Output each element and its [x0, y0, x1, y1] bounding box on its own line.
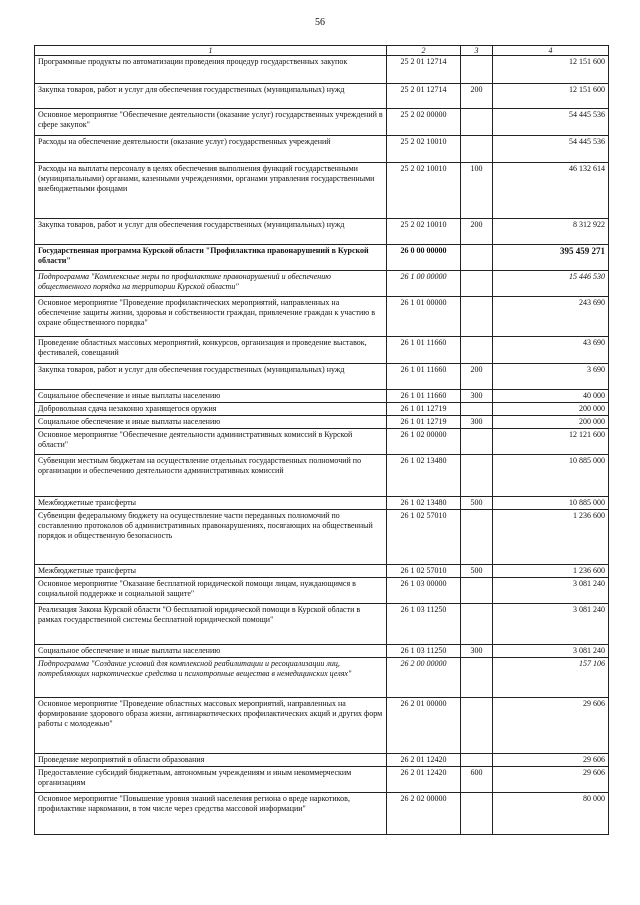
row-code: 26 1 02 13480	[387, 455, 461, 497]
table-row	[35, 163, 609, 219]
row-code: 26 1 00 00000	[387, 271, 461, 297]
table-row	[35, 245, 609, 271]
row-code: 25 2 02 10010	[387, 136, 461, 163]
page-number: 56	[315, 17, 325, 28]
row-name: Закупка товаров, работ и услуг для обеспечения государственных (муниципальных) нужд	[35, 84, 387, 109]
row-name: Социальное обеспечение и иные выплаты населению	[35, 645, 387, 658]
row-expense-type	[461, 455, 493, 497]
row-expense-type: 500	[461, 565, 493, 578]
table-row	[35, 604, 609, 645]
row-code: 26 2 01 00000	[387, 698, 461, 754]
row-code: 26 2 02 00000	[387, 793, 461, 835]
row-sum: 43 690	[493, 337, 609, 364]
table-row	[35, 136, 609, 163]
row-sum: 29 606	[493, 767, 609, 793]
table-row	[35, 658, 609, 698]
table-row	[35, 455, 609, 497]
row-sum: 3 081 240	[493, 604, 609, 645]
row-sum: 29 606	[493, 754, 609, 767]
table-row	[35, 645, 609, 658]
table-row	[35, 767, 609, 793]
table-row	[35, 578, 609, 604]
table-row	[35, 84, 609, 109]
row-code: 25 2 02 00000	[387, 109, 461, 136]
row-name: Основное мероприятие "Оказание бесплатной юридической помощи лицам, нуждающимся в социальной поддержке и социальной защите"	[35, 578, 387, 604]
row-expense-type	[461, 136, 493, 163]
row-expense-type	[461, 510, 493, 565]
row-sum: 12 121 600	[493, 429, 609, 455]
row-name: Закупка товаров, работ и услуг для обеспечения государственных (муниципальных) нужд	[35, 364, 387, 390]
row-expense-type	[461, 271, 493, 297]
table-row	[35, 416, 609, 429]
row-expense-type: 300	[461, 416, 493, 429]
row-expense-type: 200	[461, 84, 493, 109]
row-code: 26 1 02 57010	[387, 510, 461, 565]
table-row	[35, 219, 609, 245]
row-expense-type: 100	[461, 163, 493, 219]
row-code: 26 1 03 00000	[387, 578, 461, 604]
row-sum: 29 606	[493, 698, 609, 754]
row-code: 26 2 00 00000	[387, 658, 461, 698]
row-expense-type: 300	[461, 390, 493, 403]
table-row	[35, 698, 609, 754]
row-sum: 46 132 614	[493, 163, 609, 219]
row-name: Проведение мероприятий в области образования	[35, 754, 387, 767]
row-name: Основное мероприятие "Обеспечение деятельности административных комиссий в Курской области"	[35, 429, 387, 455]
row-sum: 3 690	[493, 364, 609, 390]
row-code: 26 1 02 57010	[387, 565, 461, 578]
row-name: Основное мероприятие "Повышение уровня знаний населения региона о вреде наркотиков, профилактике наркомании, в том числе через средства массовой информации"	[35, 793, 387, 835]
header-col-4: 4	[493, 46, 609, 56]
row-name: Подпрограмма "Создание условий для комплексной реабилитации и ресоциализации лиц, потребляющих наркотические средства и психотропные вещества в немедицинских целях"	[35, 658, 387, 698]
row-expense-type	[461, 297, 493, 337]
row-code: 26 1 01 11660	[387, 390, 461, 403]
table-body	[35, 56, 609, 835]
row-sum: 10 885 000	[493, 497, 609, 510]
row-expense-type	[461, 403, 493, 416]
row-sum: 243 690	[493, 297, 609, 337]
row-expense-type: 600	[461, 767, 493, 793]
row-name: Реализация Закона Курской области "О бесплатной юридической помощи в Курской области в рамках государственной системы бесплатной юридической помощи"	[35, 604, 387, 645]
row-expense-type	[461, 754, 493, 767]
row-name: Основное мероприятие "Проведение профилактических мероприятий, направленных на обеспечение защиты жизни, здоровья и собственности граждан, привлечение граждан к участию в охране общественного порядка"	[35, 297, 387, 337]
row-sum: 157 106	[493, 658, 609, 698]
row-name: Программные продукты по автоматизации проведения процедур государственных закупок	[35, 56, 387, 84]
table-row	[35, 109, 609, 136]
row-sum: 200 000	[493, 416, 609, 429]
row-code: 26 1 01 11660	[387, 364, 461, 390]
row-sum: 10 885 000	[493, 455, 609, 497]
row-expense-type	[461, 337, 493, 364]
row-code: 26 2 01 12420	[387, 767, 461, 793]
row-code: 26 1 02 13480	[387, 497, 461, 510]
table-row	[35, 497, 609, 510]
table-header	[35, 46, 609, 56]
row-expense-type	[461, 793, 493, 835]
row-sum: 8 312 922	[493, 219, 609, 245]
row-expense-type: 200	[461, 364, 493, 390]
row-name: Расходы на выплаты персоналу в целях обеспечения выполнения функций государственными (муниципальными) органами, казенными учреждениями, органами управления государственными внебюджетными фондами	[35, 163, 387, 219]
row-code: 26 1 01 00000	[387, 297, 461, 337]
row-sum: 12 151 600	[493, 56, 609, 84]
row-sum: 3 081 240	[493, 578, 609, 604]
row-code: 25 2 02 10010	[387, 163, 461, 219]
row-expense-type	[461, 578, 493, 604]
row-name: Социальное обеспечение и иные выплаты населению	[35, 416, 387, 429]
row-code: 26 1 02 00000	[387, 429, 461, 455]
row-name: Предоставление субсидий бюджетным, автономным учреждениям и иным некоммерческим организациям	[35, 767, 387, 793]
row-sum: 1 236 600	[493, 510, 609, 565]
table-row	[35, 297, 609, 337]
row-code: 26 2 01 12420	[387, 754, 461, 767]
row-name: Основное мероприятие "Проведение областных массовых мероприятий, направленных на формирование здорового образа жизни, антинаркотических профилактических акций и других форм работы с молодежью"	[35, 698, 387, 754]
row-expense-type	[461, 429, 493, 455]
row-expense-type	[461, 56, 493, 84]
table-row	[35, 403, 609, 416]
row-code: 25 2 01 12714	[387, 84, 461, 109]
row-name: Межбюджетные трансферты	[35, 497, 387, 510]
row-expense-type	[461, 698, 493, 754]
row-sum: 54 445 536	[493, 109, 609, 136]
row-sum: 15 446 530	[493, 271, 609, 297]
row-sum: 3 081 240	[493, 645, 609, 658]
row-code: 25 2 02 10010	[387, 219, 461, 245]
row-sum: 80 000	[493, 793, 609, 835]
row-sum: 200 000	[493, 403, 609, 416]
table-row	[35, 56, 609, 84]
row-code: 26 1 01 12719	[387, 416, 461, 429]
row-sum: 395 459 271	[493, 245, 609, 271]
header-row	[35, 46, 609, 56]
header-col-3: 3	[461, 46, 493, 56]
row-name: Расходы на обеспечение деятельности (оказание услуг) государственных учреждений	[35, 136, 387, 163]
row-expense-type	[461, 109, 493, 136]
row-name: Социальное обеспечение и иные выплаты населению	[35, 390, 387, 403]
row-code: 25 2 01 12714	[387, 56, 461, 84]
row-sum: 54 445 536	[493, 136, 609, 163]
row-name: Государственная программа Курской области "Профилактика правонарушений в Курской области"	[35, 245, 387, 271]
table-row	[35, 510, 609, 565]
row-expense-type: 500	[461, 497, 493, 510]
row-name: Межбюджетные трансферты	[35, 565, 387, 578]
table-row	[35, 429, 609, 455]
table-row	[35, 754, 609, 767]
row-expense-type	[461, 658, 493, 698]
table-row	[35, 390, 609, 403]
row-code: 26 1 03 11250	[387, 604, 461, 645]
row-code: 26 1 01 12719	[387, 403, 461, 416]
table-row	[35, 271, 609, 297]
row-name: Проведение областных массовых мероприятий, конкурсов, организация и проведение выставок, фестивалей, совещаний	[35, 337, 387, 364]
row-expense-type: 200	[461, 219, 493, 245]
row-expense-type	[461, 604, 493, 645]
row-name: Закупка товаров, работ и услуг для обеспечения государственных (муниципальных) нужд	[35, 219, 387, 245]
row-sum: 1 236 600	[493, 565, 609, 578]
row-code: 26 1 03 11250	[387, 645, 461, 658]
row-name: Добровольная сдача незаконно хранящегося оружия	[35, 403, 387, 416]
table-row	[35, 793, 609, 835]
header-col-1: 1	[35, 46, 387, 56]
row-sum: 12 151 600	[493, 84, 609, 109]
table-row	[35, 565, 609, 578]
row-expense-type	[461, 245, 493, 271]
budget-table	[34, 45, 609, 835]
row-name: Субвенции местным бюджетам на осуществление отдельных государственных полномочий по организации и обеспечению деятельности административных комиссий	[35, 455, 387, 497]
row-sum: 40 000	[493, 390, 609, 403]
row-code: 26 0 00 00000	[387, 245, 461, 271]
row-expense-type: 300	[461, 645, 493, 658]
row-name: Подпрограмма "Комплексные меры по профилактике правонарушений и обеспечению общественного порядка на территории Курской области"	[35, 271, 387, 297]
header-col-2: 2	[387, 46, 461, 56]
table-row	[35, 337, 609, 364]
row-name: Субвенции федеральному бюджету на осуществление части переданных полномочий по составлению протоколов об административных правонарушениях, посягающих на общественный порядок и общественную безопасность	[35, 510, 387, 565]
row-name: Основное мероприятие "Обеспечение деятельности (оказание услуг) государственных учреждений в сфере закупок"	[35, 109, 387, 136]
table-row	[35, 364, 609, 390]
row-code: 26 1 01 11660	[387, 337, 461, 364]
